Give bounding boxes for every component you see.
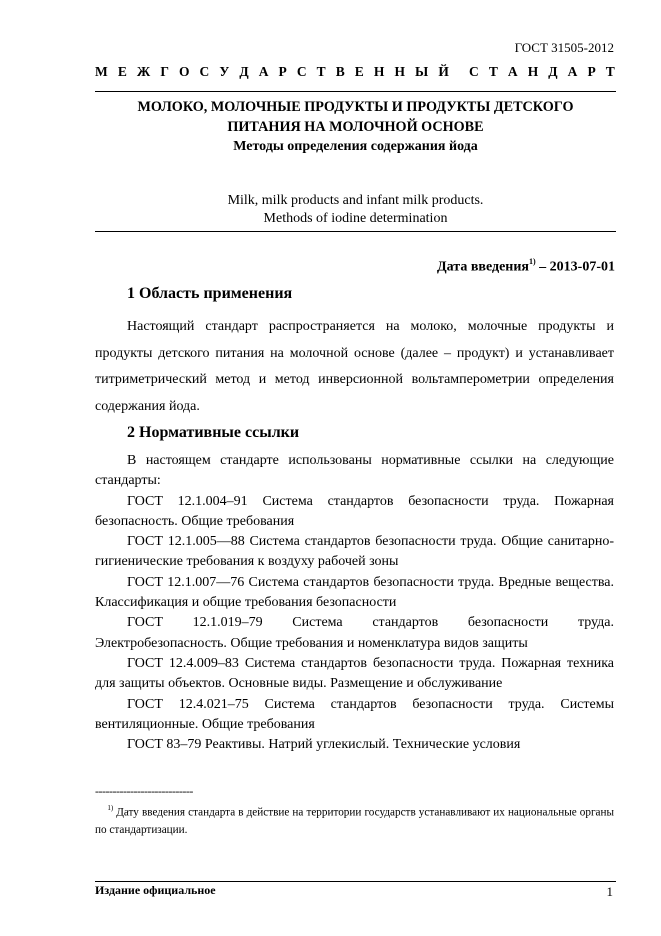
interstate-label-letter: А [258, 64, 269, 79]
english-title-line-1: Milk, milk products and infant milk products. [227, 193, 484, 208]
interstate-standard-label [95, 64, 615, 80]
references-intro-text: В настоящем стандарте использованы нормативные ссылки на следующие стандарты: [95, 453, 614, 489]
interstate-label-letter: О [178, 64, 190, 79]
english-title [95, 192, 616, 228]
interstate-label-letter: Д [239, 64, 249, 79]
edition-label: Издание официальное [95, 883, 216, 897]
interstate-label-letter: С [469, 64, 479, 79]
footnote [95, 801, 614, 839]
reference-text: ГОСТ 12.1.007—76 Система стандартов безопасности труда. Вредные вещества. Классификация и общие требования безопасности [95, 574, 614, 611]
reference-text: ГОСТ 12.4.009–83 Система стандартов безопасности труда. Пожарная техника для защиты объектов. Основные виды. Размещение и обслуживание [95, 655, 614, 692]
reference-item [95, 492, 614, 533]
interstate-label-letter: Е [354, 64, 364, 79]
title-line-2: ПИТАНИЯ НА МОЛОЧНОЙ ОСНОВЕ [227, 119, 484, 135]
interstate-label-letter: А [567, 64, 578, 79]
interstate-label-letter: М [95, 64, 108, 79]
footnote-separator: ---------------------------- [95, 784, 193, 798]
interstate-label-letter: Е [117, 64, 127, 79]
reference-item [95, 654, 614, 695]
reference-item [95, 695, 614, 736]
introduction-date-footnote-mark: 1) [529, 257, 536, 266]
title-subtitle: Методы определения содержания йода [233, 139, 478, 154]
document-title [95, 97, 616, 157]
section-1-text: Настоящий стандарт распространяется на молоко, молочные продукты и продукты детского питания на молочной основе (далее – продукт) и устанавливает титриметрический метод и метод инверсионной вольтамперометрии определения содержания йода. [95, 319, 614, 414]
interstate-label-letter: Ы [415, 64, 429, 79]
section-1-heading: 1 Область применения [127, 285, 293, 302]
section-2-heading: 2 Нормативные ссылки [127, 424, 300, 441]
footnote-text: Дату введения стандарта в действие на территории государств устанавливают их национальные органы по стандартизации. [95, 806, 614, 836]
title-top-rule [95, 91, 616, 92]
interstate-label-letter: С [199, 64, 210, 79]
interstate-label-letter: Р [278, 64, 287, 79]
reference-text: ГОСТ 12.1.005—88 Система стандартов безопасности труда. Общие санитарно-гигиенические требования к воздуху рабочей зоны [95, 534, 614, 570]
reference-text: ГОСТ 12.1.004–91 Система стандартов безопасности труда. Пожарная безопасность. Общие требования [95, 493, 614, 529]
reference-item [95, 532, 614, 573]
introduction-date-label: Дата введения [437, 259, 529, 275]
interstate-label-letter: Д [548, 64, 558, 79]
reference-text: ГОСТ 12.4.021–75 Система стандартов безопасности труда. Системы вентиляционные. Общие требования [95, 696, 614, 732]
references-intro [95, 451, 614, 492]
footnote-mark: 1) [107, 804, 114, 812]
interstate-label-letter: Т [488, 64, 498, 79]
interstate-label-letter: Й [438, 64, 449, 79]
reference-item [95, 573, 614, 614]
normative-references [95, 451, 614, 755]
footer-rule [95, 881, 616, 882]
reference-item [95, 613, 614, 654]
interstate-label-letter: Р [587, 64, 596, 79]
reference-item [95, 735, 614, 755]
interstate-label-letter: Н [394, 64, 405, 79]
interstate-label-letter: Т [605, 64, 615, 79]
reference-text: ГОСТ 12.1.019–79 Система стандартов безопасности труда. Электробезопасность. Общие требования и номенклатура видов защиты [95, 615, 614, 651]
interstate-label-letter: А [507, 64, 518, 79]
title-bottom-rule [95, 231, 616, 232]
interstate-label-letter: У [219, 64, 230, 79]
section-1-paragraph [95, 314, 614, 420]
interstate-label-letter: Н [527, 64, 539, 79]
interstate-label-letter: Ж [136, 64, 151, 79]
reference-text: ГОСТ 83–79 Реактивы. Натрий углекислый. Технические условия [127, 737, 521, 753]
standard-code: ГОСТ 31505-2012 [514, 40, 614, 55]
introduction-date-value: – 2013-07-01 [535, 259, 615, 275]
title-line-1: МОЛОКО, МОЛОЧНЫЕ ПРОДУКТЫ И ПРОДУКТЫ ДЕТСКОГО [137, 99, 574, 115]
interstate-label-letter: В [335, 64, 345, 79]
page-number: 1 [606, 884, 613, 899]
interstate-label-letter: С [296, 64, 307, 79]
interstate-label-letter: Н [373, 64, 385, 79]
interstate-label-letter: Т [316, 64, 326, 79]
english-title-line-2: Methods of iodine determination [263, 211, 448, 226]
introduction-date [437, 258, 615, 276]
interstate-label-letter: Г [160, 64, 169, 79]
